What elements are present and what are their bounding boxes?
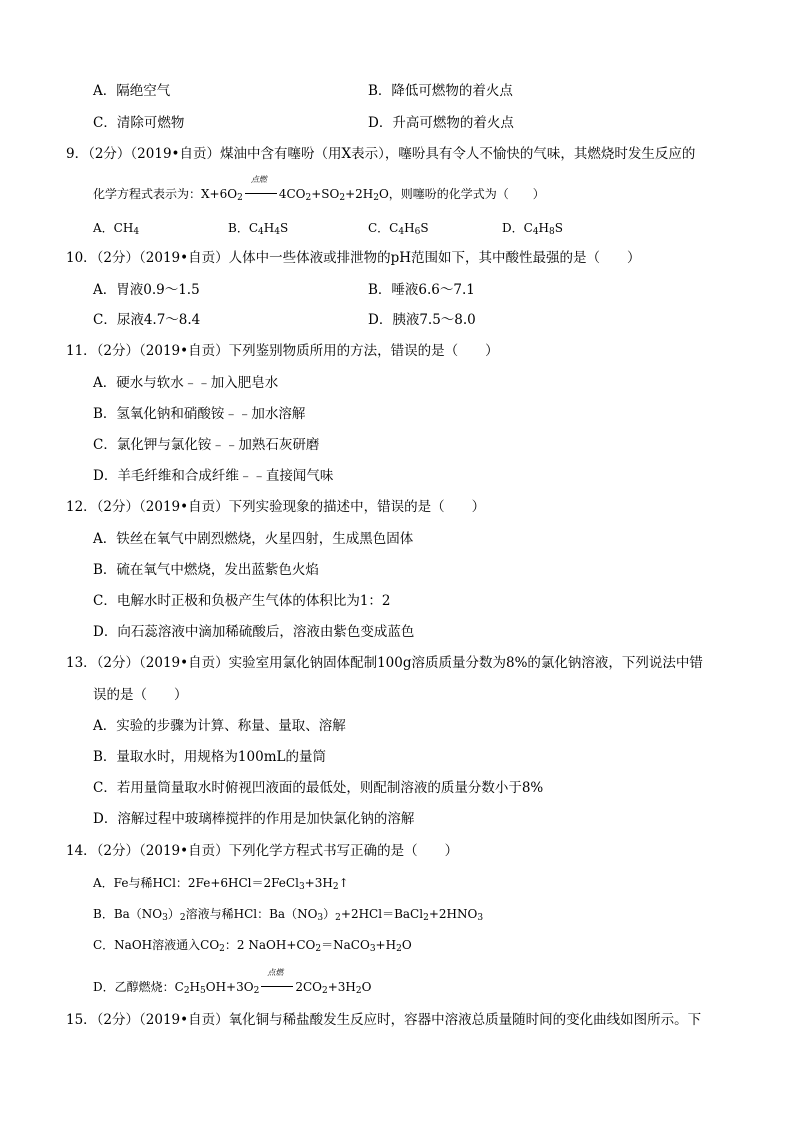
q9-option-b: B．$C_4H_4S$ xyxy=(228,221,289,237)
q8-option-a: A．隔绝空气 xyxy=(93,83,171,99)
q13-option-a: A．实验的步骤为计算、称量、量取、溶解 xyxy=(93,718,346,734)
q9-stem-line2: 化学方程式表示为：$X+6O_2$ 点燃 $4CO_2+SO_2+2H_2O$，则噻吩的化学式为（ ） xyxy=(93,185,545,203)
q9-eq-close: O，则噻吩的化学式为（ ） xyxy=(378,187,545,201)
q8-option-d: D．升高可燃物的着火点 xyxy=(368,115,514,131)
q14-reaction-arrow xyxy=(259,968,295,996)
q9-option-a: A．$CH_4$ xyxy=(93,221,140,237)
q13-stem-line2: 误的是（ ） xyxy=(93,687,188,703)
q9-stem-line1: 9．（2分）（2019•自贡）煤油中含有噻吩（用X表示），噻吩具有令人不愉快的气味，其燃烧时发生反应的 xyxy=(66,146,696,162)
q14-option-b: B．$Ba(NO_3)_2$溶液与稀HCl：$Ba(NO_3)_2+2HCl=BaCl_2+2HNO_3$ xyxy=(93,907,484,923)
q11-option-b: B．氢氧化钠和硝酸铵﹣﹣加水溶解 xyxy=(93,406,306,422)
q8-option-b: B．降低可燃物的着火点 xyxy=(368,83,513,99)
q10-option-d: D．胰液7.5～8.0 xyxy=(368,312,476,328)
q10-option-c: C．尿液4.7～8.4 xyxy=(93,312,201,328)
q13-option-b: B．量取水时，用规格为100mL的量筒 xyxy=(93,749,326,765)
q14-option-d: D．乙醇燃烧：$C_2H_5OH+3O_2$ 点燃 $2CO_2+3H_2O$ xyxy=(93,978,371,996)
q10-stem: 10．（2分）（2019•自贡）人体中一些体液或排泄物的pH范围如下，其中酸性最强的是（ ） xyxy=(66,250,641,266)
q11-stem: 11．（2分）（2019•自贡）下列鉴别物质所用的方法，错误的是（ ） xyxy=(66,343,499,359)
q8-option-c: C．清除可燃物 xyxy=(93,115,185,131)
q11-option-a: A．硬水与软水﹣﹣加入肥皂水 xyxy=(93,375,279,391)
q12-option-b: B．硫在氧气中燃烧，发出蓝紫色火焰 xyxy=(93,562,319,578)
q9-eq-co2: 4CO xyxy=(278,187,306,201)
q14-condition: 点燃 xyxy=(267,968,284,977)
q14-option-a: A．Fe与稀HCl：$2Fe+6HCl=2FeCl_3+3H_2↑$ xyxy=(93,876,349,892)
q15-stem: 15．（2分）（2019•自贡）氧化铜与稀盐酸发生反应时，容器中溶液总质量随时间的变化曲线如图所示。下 xyxy=(66,1012,702,1028)
q11-option-d: D．羊毛纤维和合成纤维﹣﹣直接闻气味 xyxy=(93,468,334,484)
q14-stem: 14．（2分）（2019•自贡）下列化学方程式书写正确的是（ ） xyxy=(66,843,459,859)
q12-option-d: D．向石蕊溶液中滴加稀硫酸后，溶液由紫色变成蓝色 xyxy=(93,624,415,640)
q9-option-d: D．$C_4H_8S$ xyxy=(502,221,563,237)
q12-option-a: A．铁丝在氧气中剧烈燃烧，火星四射，生成黑色固体 xyxy=(93,531,414,547)
q14-option-c: C．NaOH溶液通入$CO_2$：2 $NaOH+CO_2=NaCO_3+H_2O$ xyxy=(93,938,412,954)
q13-option-c: C．若用量筒量取水时俯视凹液面的最低处，则配制溶液的质量分数小于8% xyxy=(93,780,544,796)
q9-eq-h2o: +2H xyxy=(345,187,374,201)
q10-option-b: B．唾液6.6～7.1 xyxy=(368,282,475,298)
q12-stem: 12．（2分）（2019•自贡）下列实验现象的描述中，错误的是（ ） xyxy=(66,499,486,515)
q11-option-c: C．氯化钾与氯化铵﹣﹣加熟石灰研磨 xyxy=(93,437,320,453)
q9-option-c: C．$C_4H_6S$ xyxy=(368,221,429,237)
q13-option-d: D．溶解过程中玻璃棒搅拌的作用是加快氯化钠的溶解 xyxy=(93,811,415,827)
q12-option-c: C．电解水时正极和负极产生气体的体积比为1：2 xyxy=(93,593,391,609)
q10-option-a: A．胃液0.9～1.5 xyxy=(93,282,200,298)
q9-eq-so2: +SO xyxy=(311,187,340,201)
q13-stem-line1: 13．（2分）（2019•自贡）实验室用氯化钠固体配制100g溶质质量分数为8%的氯化钠溶液，下列说法中错 xyxy=(66,655,703,671)
q9-eq-prefix: 化学方程式表示为：X+6O xyxy=(93,187,238,201)
q9-condition: 点燃 xyxy=(250,175,267,184)
q9-reaction-arrow xyxy=(243,175,279,203)
